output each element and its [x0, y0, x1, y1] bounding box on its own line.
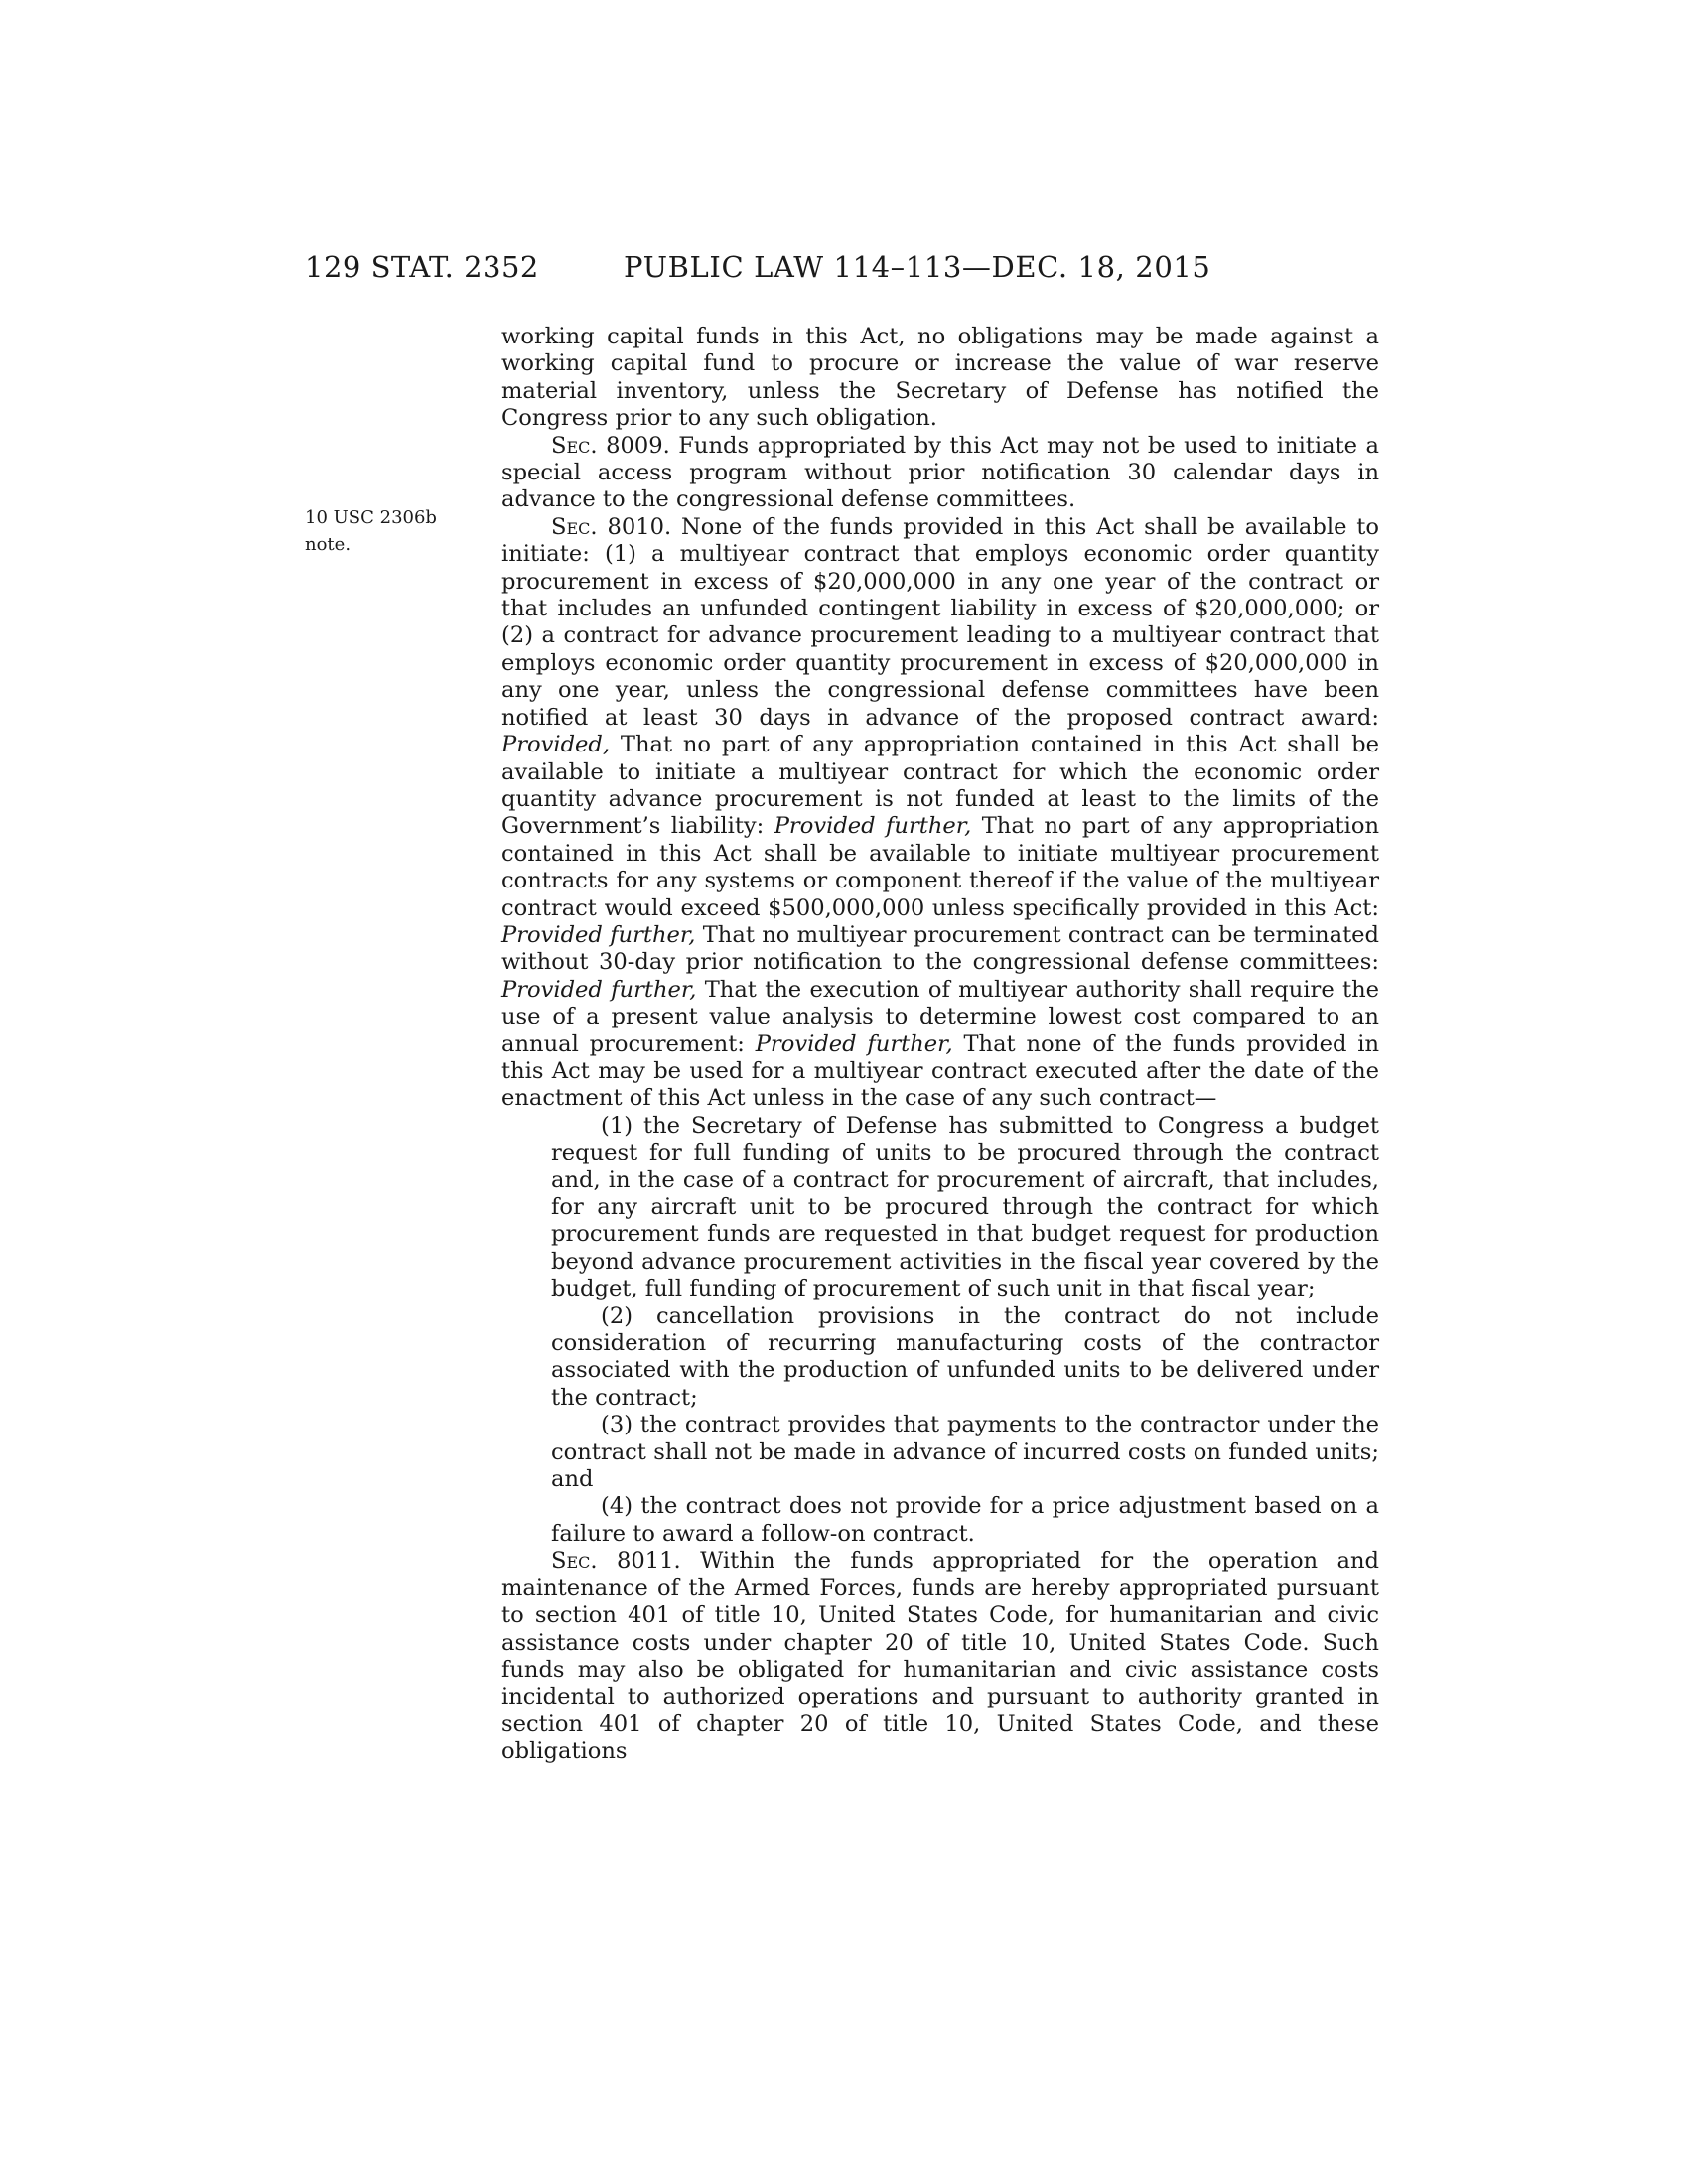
section-8010-text-a: 8010. None of the funds provided in this Act shall be available to initiate: (1) a multiyear contract that employs economic order quantity procurement in excess of $20,000,000 in any one year of the contract or that includes an unfunded contingent liability in excess of $20,000,000; or (2) a contract for advance procurement leading to a multiyear contract that employs economic order quantity procurement in excess of $20,000,000 in any one year, unless the congressional defense committees have been notified at least 30 days in advance of the proposed contract award: — [501, 513, 1379, 731]
running-title: PUBLIC LAW 114–113—DEC. 18, 2015 — [624, 250, 1211, 284]
list-item-2: (2) cancellation provisions in the contract do not include consideration of recurring manufacturing costs of the contractor associated with the production of unfunded units to be delivered under the contract; — [551, 1302, 1379, 1411]
section-8010-text-b: That no part of any appropriation contained in this Act shall be available to initiate a multiyear contract for which the economic order quantity advance procurement is not funded at least to the limits of the Government’s liability: — [501, 732, 1379, 840]
section-8010-text-e: That the execution of multiyear authority shall require the use of a present value analysis to determine lowest cost compared to an annual procurement: — [501, 976, 1379, 1057]
proviso-label: Provided, — [501, 732, 611, 758]
margin-note-suffix: note. — [305, 534, 352, 555]
statute-page-number: 129 STAT. 2352 — [305, 250, 539, 284]
section-8010-text-c: That no part of any appropriation contained in this Act shall be available to initiate multiyear procurement contracts for any systems or component thereof if the value of the multiyear contract would exceed $500,000,000 unless specifically provided in this Act: — [501, 813, 1379, 921]
margin-note — [305, 504, 454, 558]
continued-paragraph: working capital funds in this Act, no obligations may be made against a working capital fund to procure or increase the value of war reserve material inventory, unless the Secretary of Defense has notified the Congress prior to any such obligation. — [501, 324, 1379, 432]
proviso-label: Provided further, — [501, 976, 697, 1003]
proviso-label: Provided further, — [774, 813, 972, 840]
section-8009-text: 8009. Funds appropriated by this Act may not be used to initiate a special access program without prior notification 30 calendar days in advance to the congressional defense committees. — [501, 432, 1379, 513]
section-8010-text-f: That none of the funds provided in this Act may be used for a multiyear contract executed after the date of the enactment of this Act unless in the case of any such contract— — [501, 1030, 1379, 1112]
section-8011 — [501, 1548, 1379, 1765]
list-item-4: (4) the contract does not provide for a price adjustment based on a failure to award a follow-on contract. — [551, 1493, 1379, 1547]
margin-note-citation: 10 USC 2306b — [305, 507, 437, 528]
section-8010 — [501, 514, 1379, 1113]
section-label: Sec. — [551, 432, 598, 459]
list-item-3: (3) the contract provides that payments to the contractor under the contract shall not be made in advance of incurred costs on funded units; and — [551, 1412, 1379, 1493]
section-label: Sec. — [551, 513, 598, 540]
section-label: Sec. — [551, 1548, 598, 1574]
proviso-label: Provided further, — [755, 1030, 953, 1057]
document-body — [501, 324, 1379, 1766]
section-8009 — [501, 433, 1379, 514]
proviso-label: Provided further, — [501, 921, 696, 948]
list-item-1: (1) the Secretary of Defense has submitted to Congress a budget request for full funding of units to be procured through the contract and, in the case of a contract for procurement of aircraft, that includes, for any aircraft unit to be procured through the contract for which procurement funds are requested in that budget request for production beyond advance procurement activities in the fiscal year covered by the budget, full funding of procurement of such unit in that fiscal year; — [551, 1112, 1379, 1302]
section-8010-text-d: That no multiyear procurement contract can be terminated without 30-day prior notification to the congressional defense committees: — [501, 921, 1379, 976]
page-header — [0, 250, 1688, 290]
section-8011-text: 8011. Within the funds appropriated for the operation and maintenance of the Armed Forces, funds are hereby appropriated pursuant to section 401 of title 10, United States Code, for humanitarian and civic assistance costs under chapter 20 of title 10, United States Code. Such funds may also be obligated for humanitarian and civic assistance costs incidental to authorized operations and pursuant to authority granted in section 401 of chapter 20 of title 10, United States Code, and these obligations — [501, 1548, 1379, 1765]
